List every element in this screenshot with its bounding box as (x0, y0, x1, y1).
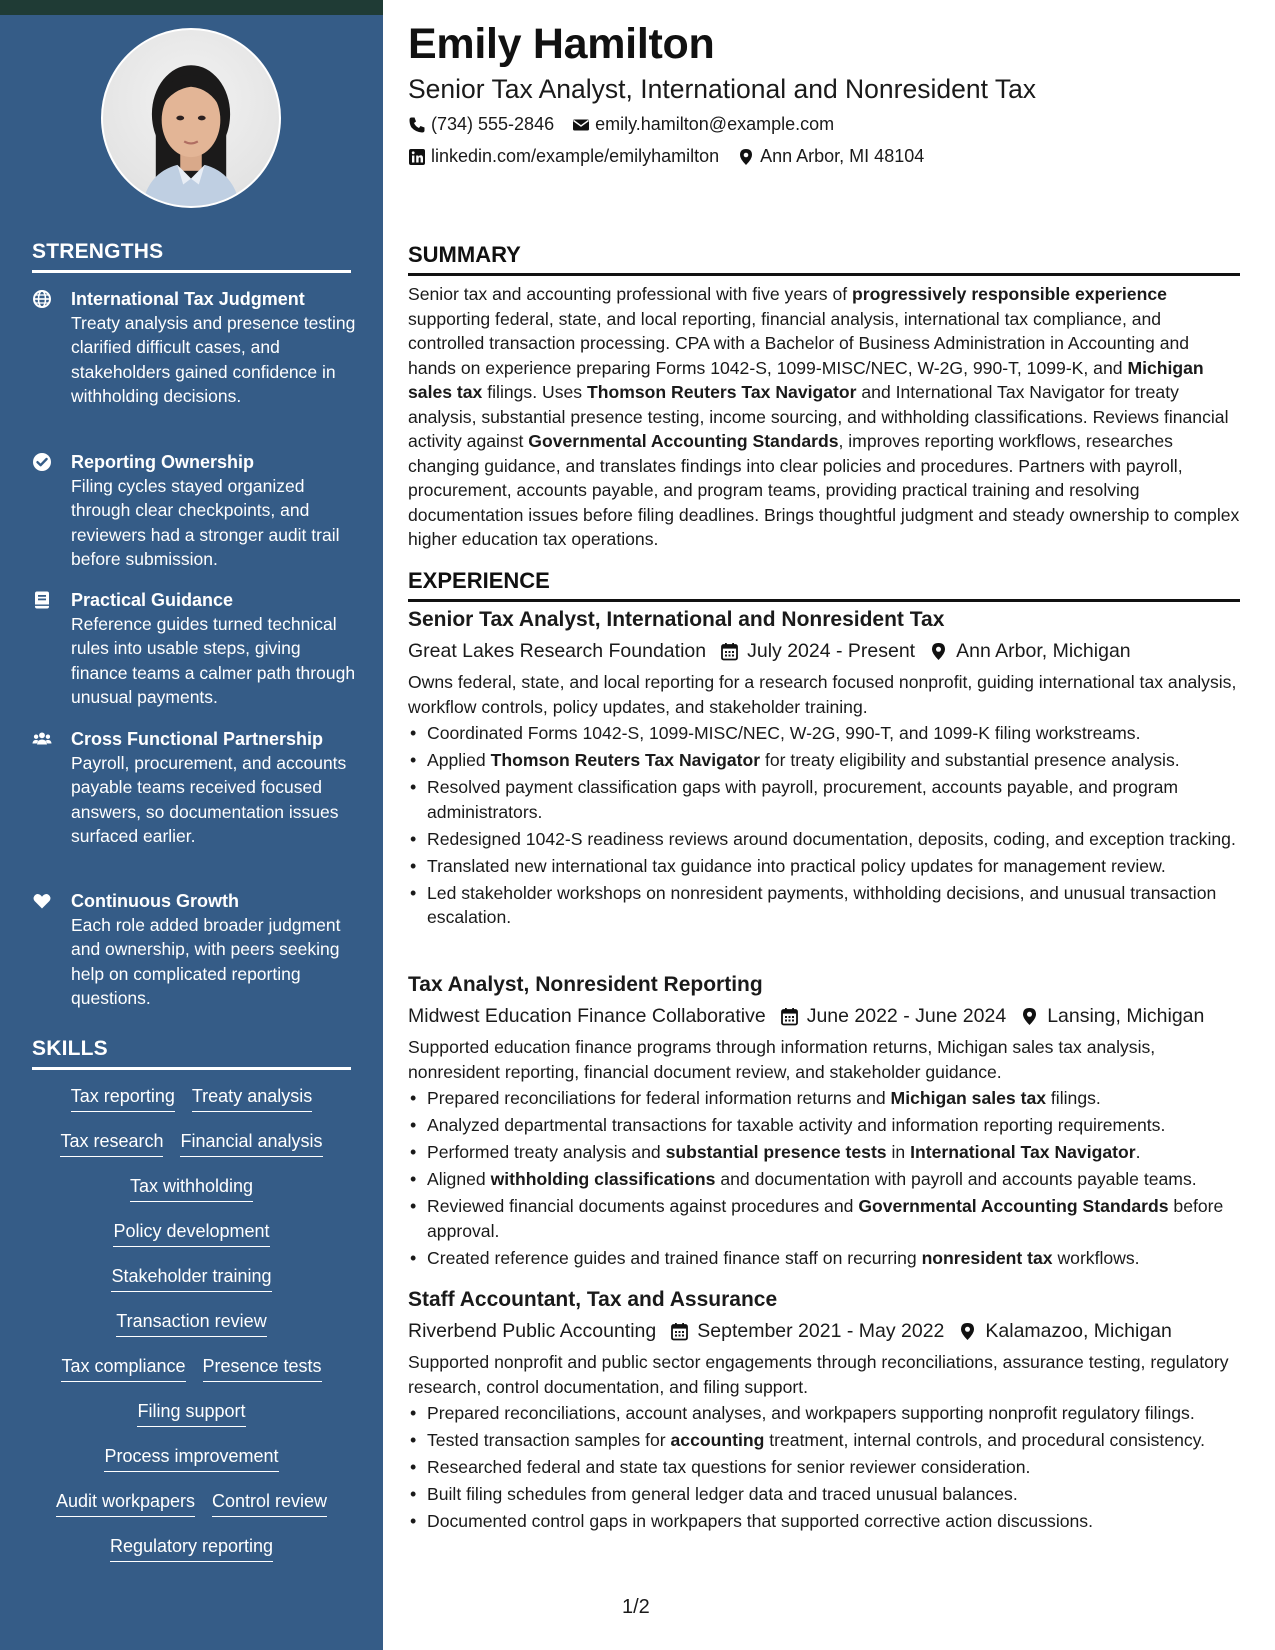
linkedin-icon (408, 148, 426, 166)
strength-description: Filing cycles stayed organized through clear checkpoints, and reviewers had a stronger audit trail before submission. (71, 476, 340, 570)
map-pin-icon (1020, 1007, 1039, 1026)
sidebar-top-bar (0, 0, 383, 15)
bullet-item (408, 748, 1240, 773)
skill-tag: Treaty analysis (192, 1084, 312, 1112)
strength-description: Reference guides turned technical rules into usable steps, giving finance teams a calmer path through unusual payments. (71, 614, 356, 708)
text-span: Translated new international tax guidance into practical policy updates for management review. (427, 855, 1166, 876)
experience-entry (408, 971, 1240, 1273)
text-span: Led stakeholder workshops on nonresident payments, withholding decisions, and unusual transaction escalation. (427, 882, 1217, 927)
text-span: Prepared reconciliations, account analyses, and workpapers supporting nonprofit regulatory filings. (427, 1403, 1195, 1423)
text-span: treatment, internal controls, and procedural consistency. (764, 1430, 1206, 1450)
strength-item (32, 727, 357, 849)
text-span: Reviewed financial documents against procedures and (427, 1196, 859, 1216)
skill-tag: Tax withholding (130, 1174, 253, 1202)
skill-tag: Policy development (113, 1219, 269, 1247)
strength-item (32, 889, 357, 1011)
emphasis-text: Governmental Accounting Standards (858, 1196, 1169, 1216)
candidate-headline: Senior Tax Analyst, International and Nonresident Tax (408, 74, 1037, 104)
text-span: Coordinated Forms 1042-S, 1099-MISC/NEC, W-2G, 990-T, and 1099-K filing workstreams. (427, 723, 1141, 743)
location-contact (737, 146, 924, 167)
bullet-item (408, 827, 1240, 852)
bullet-item (408, 721, 1240, 746)
job-meta (408, 637, 1240, 665)
calendar-icon (720, 642, 739, 661)
skill-row (32, 1264, 351, 1309)
skill-tag: Process improvement (104, 1444, 278, 1472)
emphasis-text: Michigan sales tax (408, 357, 1204, 402)
strength-item (32, 287, 357, 409)
strength-item (32, 450, 357, 572)
job-bullets (408, 1401, 1240, 1534)
email-link[interactable]: emily.hamilton@example.com (595, 114, 835, 134)
strength-description: Treaty analysis and presence testing clarified difficult cases, and stakeholders gained confidence in withholding decisions. (71, 313, 356, 407)
strength-title: International Tax Judgment (71, 289, 305, 309)
skill-row (32, 1174, 351, 1219)
text-span: supporting federal, state, and local reporting, financial analysis, international tax compliance, and controlled transaction processing. CPA with a Bachelor of Business Administration in Accounting and hands on experience preparing Forms 1042-S, 1099-MISC/NEC, W-2G, 990-T, 1099-K, and (408, 308, 1190, 378)
email-contact[interactable] (572, 114, 834, 135)
profile-photo (101, 28, 281, 208)
job-title: Senior Tax Analyst, International and Nonresident Tax (408, 608, 945, 631)
text-span: . (1135, 1142, 1141, 1162)
skill-row (32, 1129, 351, 1174)
strength-title: Reporting Ownership (71, 452, 255, 472)
text-span: Aligned (427, 1169, 491, 1189)
book-icon (32, 590, 52, 610)
strengths-heading: STRENGTHS (32, 240, 351, 273)
page-number: 1/2 (622, 1596, 650, 1618)
skill-tag: Filing support (137, 1399, 245, 1427)
map-pin-icon (958, 1322, 977, 1341)
strength-title: Continuous Growth (71, 891, 239, 911)
job-meta (408, 1317, 1240, 1345)
text-span: Created reference guides and trained finance staff on recurring (427, 1247, 922, 1268)
users-icon (32, 729, 52, 749)
text-span: filings. (1046, 1088, 1101, 1108)
skill-row (32, 1444, 351, 1489)
bullet-item (408, 881, 1240, 930)
summary-heading: SUMMARY (408, 242, 1240, 276)
text-span: Applied (427, 750, 491, 770)
emphasis-text: Thomson Reuters Tax Navigator (586, 382, 857, 402)
skill-tag: Financial analysis (180, 1129, 322, 1157)
emphasis-text: substantial presence tests (665, 1142, 887, 1162)
linkedin-link[interactable]: linkedin.com/example/emilyhamilton (431, 146, 720, 166)
skill-row (32, 1399, 351, 1444)
strength-description: Payroll, procurement, and accounts payable teams received focused answers, so documentation issues surfaced earlier. (71, 753, 347, 847)
strength-title: Cross Functional Partnership (71, 729, 324, 749)
job-description: Owns federal, state, and local reporting for a research focused nonprofit, guiding international tax analysis, workflow controls, policy updates, and stakeholder training. (408, 672, 1237, 717)
skill-tag: Stakeholder training (111, 1264, 271, 1292)
skill-row (32, 1219, 351, 1264)
emphasis-text: Governmental Accounting Standards (528, 431, 839, 451)
skill-tag: Regulatory reporting (110, 1534, 273, 1562)
bullet-item (408, 1509, 1240, 1534)
text-span: , improves reporting workflows, researches changing guidance, and translates findings into clear policies and procedures. Partners with payroll, procurement, accounts payable, and program teams, providing practical training and resolving documentation issues before filing deadlines. Brings thoughtful judgment and steady ownership to complex higher education tax operations. (408, 431, 1240, 549)
calendar-icon (670, 1322, 689, 1341)
emphasis-text: progressively responsible experience (852, 284, 1167, 304)
heart-icon (32, 891, 52, 911)
job-bullets (408, 721, 1240, 930)
skills-list (32, 1084, 351, 1579)
text-span: Analyzed departmental transactions for taxable activity and information reporting requirements. (427, 1115, 1166, 1135)
map-pin-icon (737, 148, 755, 166)
strength-item (32, 588, 357, 710)
bullet-item (408, 775, 1240, 824)
company-name: Riverbend Public Accounting (408, 1320, 657, 1342)
job-location: Ann Arbor, Michigan (956, 640, 1131, 662)
strength-description: Each role added broader judgment and ownership, with peers seeking help on complicated reporting questions. (71, 915, 341, 1009)
emphasis-text: Thomson Reuters Tax Navigator (490, 750, 761, 770)
job-location: Lansing, Michigan (1047, 1005, 1205, 1027)
bullet-item (408, 1482, 1240, 1507)
company-name: Great Lakes Research Foundation (408, 640, 707, 662)
text-span: Redesigned 1042-S readiness reviews around documentation, deposits, coding, and exception tracking. (427, 828, 1236, 849)
experience-entry (408, 1286, 1240, 1536)
emphasis-text: withholding classifications (490, 1169, 716, 1189)
phone-text: (734) 555-2846 (431, 114, 555, 134)
text-span: Researched federal and state tax questions for senior reviewer consideration. (427, 1457, 1031, 1477)
skill-tag: Control review (212, 1489, 327, 1517)
skill-row (32, 1309, 351, 1354)
text-span: before approval. (427, 1196, 1224, 1241)
linkedin-contact[interactable] (408, 146, 719, 167)
bullet-item (408, 1246, 1240, 1271)
skill-tag: Tax compliance (61, 1354, 185, 1382)
bullet-item (408, 1455, 1240, 1480)
job-description: Supported nonprofit and public sector engagements through reconciliations, assurance testing, regulatory research, control documentation, and filing support. (408, 1352, 1229, 1397)
sidebar (0, 0, 383, 1650)
job-dates: September 2021 - May 2022 (697, 1320, 945, 1342)
skill-tag: Tax reporting (71, 1084, 175, 1112)
skill-tag: Tax research (60, 1129, 163, 1157)
job-bullets (408, 1086, 1240, 1270)
text-span: Built filing schedules from general ledger data and traced unusual balances. (427, 1484, 1018, 1504)
bullet-item (408, 1113, 1240, 1138)
phone-contact (408, 114, 554, 135)
calendar-icon (780, 1007, 799, 1026)
job-title: Tax Analyst, Nonresident Reporting (408, 973, 763, 996)
contact-row (408, 114, 852, 135)
check-circle-icon (32, 452, 52, 472)
job-dates: July 2024 - Present (747, 640, 916, 662)
globe-icon (32, 289, 52, 309)
text-span: Tested transaction samples for (427, 1430, 671, 1450)
experience-heading: EXPERIENCE (408, 568, 1240, 602)
text-span: and International Tax Navigator for treaty analysis, substantial presence testing, income sourcing, and withholding classifications. Reviews financial activity against (408, 382, 1229, 451)
skill-row (32, 1489, 351, 1534)
job-location: Kalamazoo, Michigan (985, 1320, 1172, 1342)
phone-icon (408, 116, 426, 134)
text-span: Senior tax and accounting professional with five years of (408, 284, 853, 304)
text-span: in (886, 1142, 911, 1162)
skill-row (32, 1354, 351, 1399)
map-pin-icon (929, 642, 948, 661)
bullet-item (408, 1140, 1240, 1165)
skill-tag: Audit workpapers (56, 1489, 195, 1517)
envelope-icon (572, 116, 590, 134)
bullet-item (408, 1194, 1240, 1243)
emphasis-text: Michigan sales tax (890, 1088, 1047, 1108)
text-span: for treaty eligibility and substantial presence analysis. (760, 750, 1180, 770)
emphasis-text: International Tax Navigator (910, 1142, 1136, 1162)
job-dates: June 2022 - June 2024 (806, 1005, 1007, 1027)
text-span: and documentation with payroll and accounts payable teams. (715, 1169, 1197, 1189)
skill-tag: Presence tests (203, 1354, 322, 1382)
text-span: filings. Uses (482, 382, 587, 402)
text-span: workflows. (1052, 1247, 1140, 1268)
skill-row (32, 1534, 351, 1579)
skills-heading: SKILLS (32, 1037, 351, 1070)
text-span: Prepared reconciliations for federal information returns and (427, 1088, 891, 1108)
skill-tag: Transaction review (116, 1309, 266, 1337)
bullet-item (408, 1401, 1240, 1426)
candidate-name: Emily Hamilton (408, 20, 715, 68)
text-span: Documented control gaps in workpapers that supported corrective action discussions. (427, 1511, 1093, 1531)
emphasis-text: nonresident tax (921, 1247, 1053, 1268)
bullet-item (408, 854, 1240, 879)
skill-row (32, 1084, 351, 1129)
bullet-item (408, 1086, 1240, 1111)
bullet-item (408, 1167, 1240, 1192)
strength-title: Practical Guidance (71, 590, 234, 610)
job-meta (408, 1002, 1240, 1030)
contact-row (408, 146, 942, 167)
experience-entry (408, 606, 1240, 932)
company-name: Midwest Education Finance Collaborative (408, 1005, 766, 1027)
text-span: Performed treaty analysis and (427, 1142, 666, 1162)
job-description: Supported education finance programs through information returns, Michigan sales tax analysis, nonresident reporting, financial document review, and stakeholder guidance. (408, 1037, 1156, 1082)
summary-text (408, 282, 1240, 552)
job-title: Staff Accountant, Tax and Assurance (408, 1288, 778, 1311)
location-text: Ann Arbor, MI 48104 (760, 146, 925, 166)
bullet-item (408, 1428, 1240, 1453)
text-span: Resolved payment classification gaps with payroll, procurement, accounts payable, and program administrators. (427, 777, 1179, 822)
emphasis-text: accounting (670, 1430, 765, 1450)
